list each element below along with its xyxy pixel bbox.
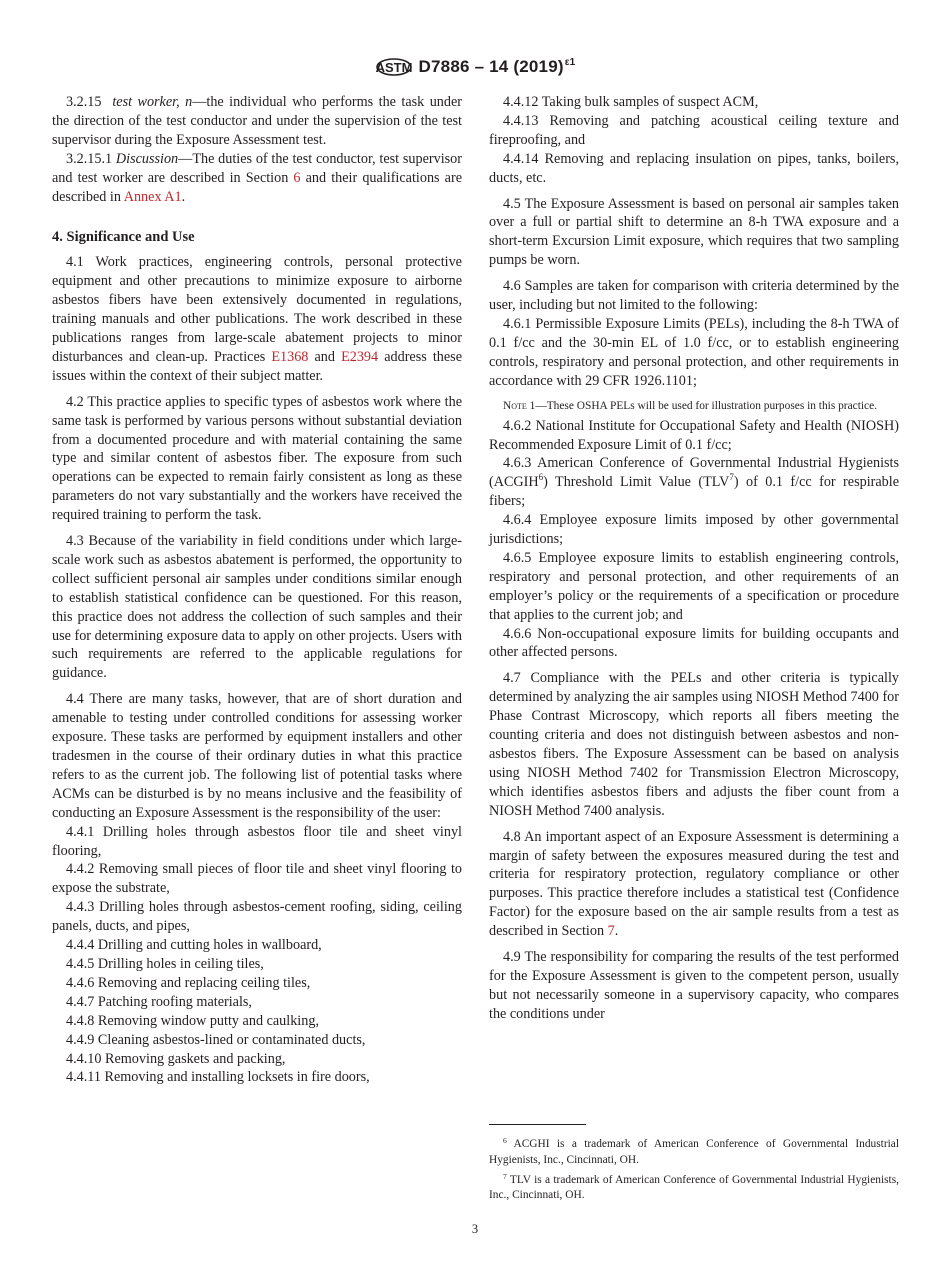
text: ) Threshold Limit Value (TLV bbox=[543, 474, 730, 491]
note-text: —These OSHA PELs will be used for illustration purposes in this practice. bbox=[535, 399, 877, 412]
task-item: 4.4.3 Drilling holes through asbestos-cement roofing, siding, ceiling panels, ducts, and pipes, bbox=[52, 899, 462, 935]
paragraph-4-6-5: 4.6.5 Employee exposure limits to establish engineering controls, respiratory and personal protection, and other requirements of an employer’s policy or the requirements of a specification or procedure that applies to the current job; and bbox=[489, 549, 899, 623]
task-item: 4.4.6 Removing and replacing ceiling tiles, bbox=[66, 974, 311, 991]
task-item: 4.4.10 Removing gaskets and packing, bbox=[66, 1050, 286, 1067]
text: . bbox=[181, 188, 186, 205]
task-item: 4.4.14 Removing and replacing insulation on pipes, tanks, boilers, ducts, etc. bbox=[489, 150, 899, 186]
task-item: 4.4.9 Cleaning asbestos-lined or contaminated ducts, bbox=[66, 1031, 366, 1048]
paragraph-4-8 bbox=[489, 828, 899, 941]
designation-text: D7886 – 14 (2019) bbox=[418, 57, 564, 76]
task-item: 4.4.5 Drilling holes in ceiling tiles, bbox=[66, 955, 264, 972]
page-number: 3 bbox=[471, 1222, 479, 1236]
task-item: 4.4.1 Drilling holes through asbestos floor tile and sheet vinyl flooring, bbox=[52, 823, 462, 859]
svg-text:ASTM: ASTM bbox=[375, 60, 412, 75]
paragraph-4-6-1: 4.6.1 Permissible Exposure Limits (PELs), including the 8-h TWA of 0.1 f/cc and the 30-min EL of 1.0 f/cc, or to establish engineering controls, respiratory and personal protection, and other requirements in accordance with 29 CFR 1926.1101; bbox=[489, 315, 899, 389]
text: ) of 0.1 f/cc for respirable fibers; bbox=[489, 474, 899, 510]
link-e1368[interactable]: E1368 bbox=[271, 348, 309, 365]
footnote-ref-7[interactable]: 7 bbox=[729, 472, 734, 483]
task-item: 4.4.11 Removing and installing locksets in fire doors, bbox=[66, 1069, 370, 1086]
text: and their qualifications are described in bbox=[52, 169, 462, 205]
paragraph-4-1 bbox=[52, 253, 462, 385]
footnote-text: ACGHI is a trademark of American Conference of Governmental Industrial Hygienists, Inc., Cincinnati, OH. bbox=[489, 1138, 899, 1166]
footnote-6 bbox=[489, 1133, 899, 1169]
paragraph-3-2-15 bbox=[52, 93, 462, 150]
paragraph-4-4: 4.4 There are many tasks, however, that are of short duration and amenable to testing under controlled conditions for assessing worker exposure. These tasks are performed by equipment installers and other tradesmen in the course of their ordinary duties in what this practice refers to as the current job. The following list of potential tasks where ACMs can be disturbed is by no means inclusive and the feasibility of conducting an Exposure Assessment is the responsibility of the user: bbox=[52, 691, 462, 821]
term: Discussion bbox=[115, 150, 179, 167]
paragraph-4-6-4: 4.6.4 Employee exposure limits imposed by other governmental jurisdictions; bbox=[489, 512, 899, 548]
paragraph-4-3: 4.3 Because of the variability in field conditions under which large-scale work such as asbestos abatement is performed, the opportunity to collect sufficient personal air samples under conditions similar enough to establish statistical confidence can be questioned. For this reason, this practice does not address the collection of such samples and their use for determining exposure data to apply on other projects. Users with such requirements are referred to the applicable regulations for guidance. bbox=[52, 533, 462, 682]
paragraph-4-5: 4.5 The Exposure Assessment is based on personal air samples taken over a full or partial shift to determine an 8-h TWA exposure and a short-term Excursion Limit exposure, which requires that two sampling pumps be worn. bbox=[489, 195, 899, 269]
term: test worker, n bbox=[112, 94, 193, 110]
text: —The duties of the test conductor, test supervisor and test worker are described in Section bbox=[52, 150, 462, 186]
paragraph-4-6: 4.6 Samples are taken for comparison with criteria determined by the user, including but not limited to the following: bbox=[489, 278, 899, 314]
task-item: 4.4.2 Removing small pieces of floor tile and sheet vinyl flooring to expose the substrate, bbox=[52, 861, 462, 897]
footnote-ref-6[interactable]: 6 bbox=[538, 472, 544, 483]
astm-logo-icon bbox=[375, 52, 413, 82]
footnote-text: TLV is a trademark of American Conference of Governmental Industrial Hygienists, Inc., Cincinnati, OH. bbox=[489, 1173, 899, 1202]
paragraph-4-7: 4.7 Compliance with the PELs and other criteria is typically determined by analyzing the air samples using NIOSH Method 7400 for Phase Contrast Microscopy, which reports all fibers meeting the counting criteria and does not distinguish between asbestos and non-asbestos fibers. The Exposure Assessment can be based on analysis using NIOSH Method 7402 for Transmission Electron Microscopy, which identifies asbestos fibers and adjusts the fiber count from a NIOSH Method 7400 analysis. bbox=[489, 670, 899, 819]
link-section-6[interactable]: 6 bbox=[293, 169, 301, 186]
text: and bbox=[308, 348, 342, 365]
note-label: Note 1 bbox=[503, 399, 536, 412]
text: 4.1 Work practices, engineering controls, personal protective equipment and other precautions to minimize exposure to airborne asbestos fibers have been extensively documented in regulations, training manuals and other publications. The work described in these publications ranges from large-scale abatement projects to minor disturbances and clean-up. Practices bbox=[52, 254, 462, 365]
section-number: 3.2.15.1 bbox=[66, 150, 113, 167]
paragraph-4-6-6: 4.6.6 Non-occupational exposure limits for building occupants and other affected persons. bbox=[489, 625, 899, 661]
epsilon-superscript: ε1 bbox=[564, 57, 576, 68]
section-number: 3.2.15 bbox=[66, 94, 102, 110]
footnote-mark: 6 bbox=[503, 1136, 507, 1145]
task-item: 4.4.4 Drilling and cutting holes in wallboard, bbox=[66, 937, 322, 954]
link-e2394[interactable]: E2394 bbox=[341, 348, 379, 365]
paragraph-3-2-15-1 bbox=[52, 150, 462, 207]
task-item: 4.4.13 Removing and patching acoustical ceiling texture and fireproofing, and bbox=[489, 112, 899, 148]
note-1 bbox=[489, 398, 899, 414]
page-header bbox=[0, 52, 950, 82]
text: address these issues within the context of their subject matter. bbox=[52, 348, 463, 384]
paragraph-4-6-2: 4.6.2 National Institute for Occupational Safety and Health (NIOSH) Recommended Exposure Limit of 0.1 f/cc; bbox=[489, 417, 899, 453]
footnotes bbox=[489, 1133, 899, 1204]
right-column bbox=[489, 93, 899, 1024]
link-annex-a1[interactable]: Annex A1 bbox=[123, 188, 182, 205]
task-item: 4.4.7 Patching roofing materials, bbox=[66, 993, 252, 1010]
left-column bbox=[52, 93, 462, 1087]
paragraph-4-6-3 bbox=[489, 454, 899, 511]
document-designation bbox=[419, 57, 576, 77]
link-section-7[interactable]: 7 bbox=[607, 923, 615, 940]
section-heading: 4. Significance and Use bbox=[52, 229, 195, 246]
text: 4.8 An important aspect of an Exposure Assessment is determining a margin of safety between the exposures measured during the test and criteria for respiratory protection, regulatory compliance or other purposes. This practice therefore includes a statistical test (Confidence Factor) for the exposure based on the air sample results from a test as described in Section bbox=[489, 828, 899, 940]
text: 4.6.3 American Conference of Governmental Industrial Hygienists (ACGIH bbox=[489, 455, 899, 491]
paragraph-4-9: 4.9 The responsibility for comparing the results of the test performed for the Exposure Assessment is given to the competent person, usually but not necessarily someone in a supervisory capacity, who compares the conditions under bbox=[489, 949, 899, 1022]
task-item: 4.4.8 Removing window putty and caulking, bbox=[66, 1012, 319, 1029]
footnote-mark: 7 bbox=[503, 1171, 507, 1181]
definition-text: —the individual who performs the task under the direction of the test conductor and under the supervision of the test supervisor during the Exposure Assessment test. bbox=[52, 94, 462, 148]
text: . bbox=[614, 923, 619, 940]
task-item: 4.4.12 Taking bulk samples of suspect ACM, bbox=[503, 94, 759, 110]
paragraph-4-2: 4.2 This practice applies to specific types of asbestos work where the same task is performed by various persons without substantial deviation from a documented procedure and with material containing the same type and similar content of asbestos fiber. The exposure from such operations can be expected to remain fairly consistent as long as these parameters do not vary substantially and the workers have received the required training to perform the task. bbox=[52, 393, 462, 524]
footnote-divider bbox=[489, 1124, 586, 1125]
footnote-7 bbox=[489, 1169, 899, 1205]
